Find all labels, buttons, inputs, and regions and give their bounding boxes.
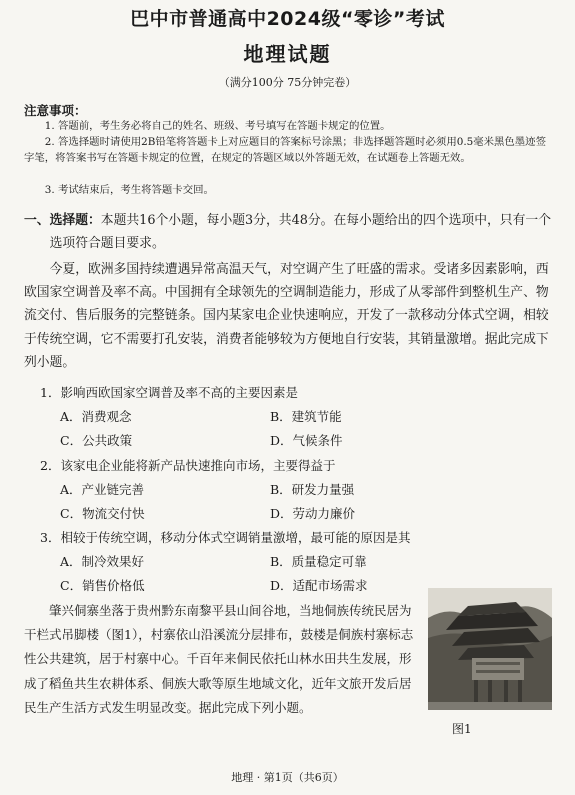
question-3-option-a: A．制冷效果好 [60, 554, 145, 569]
question-3-option-c: C．销售价格低 [60, 578, 145, 593]
drum-tower-photo [428, 588, 552, 710]
question-2-option-a: A．产业链完善 [60, 482, 145, 497]
question-1-option-a: A．消费观念 [60, 409, 132, 424]
section-instructions: 本题共16个小题，每小题3分，共48分。在每小题给出的四个选项中，只有一个选项符合题目要求。 [49, 213, 551, 251]
question-3-stem: 3．相较于传统空调，移动分体式空调销量激增，最可能的原因是其 [40, 530, 411, 545]
figure-caption: 图1 [452, 722, 472, 736]
question-2-option-b: B．研发力量强 [270, 482, 355, 497]
question-2-option-c: C．物流交付快 [60, 506, 145, 521]
note-item-3: 3. 考试结束后，考生将答题卡交回。 [44, 184, 214, 196]
section-label: 一、选择题： [24, 213, 101, 228]
section-heading [24, 209, 554, 255]
score-info: （满分100分 75分钟完卷） [218, 76, 357, 89]
question-1-stem: 1．影响西欧国家空调普及率不高的主要因素是 [40, 385, 298, 400]
question-1-option-c: C．公共政策 [60, 433, 133, 448]
notes-title: 注意事项： [24, 103, 87, 118]
passage-1: 今夏，欧洲多国持续遭遇异常高温天气，对空调产生了旺盛的需求。受诸多因素影响，西欧国家空调普及率不高。中国拥有全球领先的空调制造能力，形成了从零部件到整机生产、物流交付、售后服务的完整链条。国内某家电企业快速响应，开发了一款移动分体式空调，相较于传统空调，它不需要打孔安装，消费者能够较为方便地自行安装，其销量激增。据此完成下列小题。 [24, 262, 549, 370]
note-item-2: 2. 答选择题时请使用2B铅笔将答题卡上对应题目的答案标号涂黑；非选择题答题时必须用0.5毫米黑色墨迹签字笔，将答案书写在答题卡规定的位置，在规定的答题区域以外答题无效，在试题卷上答题无效。 [24, 136, 546, 164]
note-item-1: 1. 答题前，考生务必将自己的姓名、班级、考号填写在答题卡规定的位置。 [44, 120, 391, 132]
question-2-stem: 2．该家电企业能将新产品快速推向市场，主要得益于 [40, 458, 336, 473]
page-footer: 地理 · 第1页（共6页） [231, 771, 344, 784]
question-3-option-b: B．质量稳定可靠 [270, 554, 367, 569]
question-1-option-b: B．建筑节能 [270, 409, 342, 424]
question-3-option-d: D．适配市场需求 [270, 578, 368, 593]
question-2-option-d: D．劳动力廉价 [270, 506, 356, 521]
subject-title: 地理试题 [243, 42, 332, 66]
passage-2: 肇兴侗寨坐落于贵州黔东南黎平县山间谷地，当地侗族传统民居为干栏式吊脚楼（图1），村寨依山沿溪流分层排布，鼓楼是侗族村寨标志性公共建筑，居于村寨中心。千百年来侗民依托山林水田共生发展，形成了稻鱼共生农耕体系、侗族大歌等原生地域文化，近年文旅开发后居民生产生活方式发生明显改变。据此完成下列小题。 [24, 603, 414, 715]
question-1-option-d: D．气候条件 [270, 433, 343, 448]
exam-title: 巴中市普通高中2024级“零诊”考试 [130, 8, 445, 30]
